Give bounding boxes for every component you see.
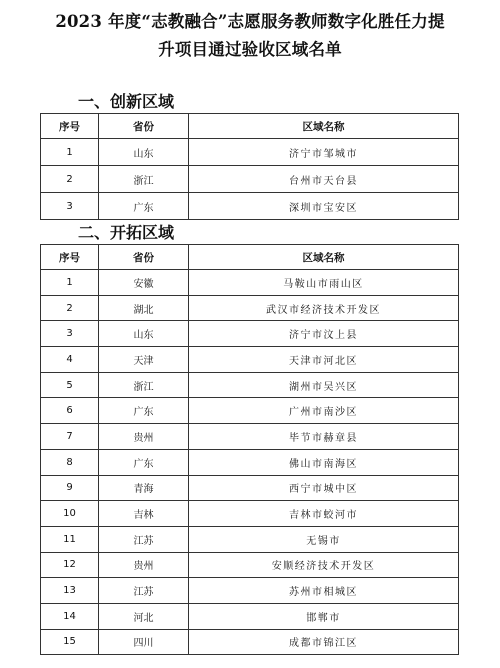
row-region: 天津市河北区 [189,347,459,373]
header-region: 区域名称 [189,245,459,270]
row-number: 3 [41,193,99,220]
row-number: 13 [41,578,99,604]
row-province: 山东 [99,139,189,166]
row-number: 10 [41,501,99,527]
table-row [41,629,459,655]
row-number: 1 [41,270,99,296]
table-header-row [41,114,459,139]
header-no: 序号 [41,245,99,270]
table-row [41,424,459,450]
row-province: 江苏 [99,526,189,552]
table-row [41,270,459,296]
row-region: 广州市南沙区 [189,398,459,424]
row-region: 武汉市经济技术开发区 [189,295,459,321]
table-row [41,372,459,398]
row-number: 3 [41,321,99,347]
row-number: 6 [41,398,99,424]
header-province: 省份 [99,245,189,270]
row-province: 天津 [99,347,189,373]
table-row [41,139,459,166]
table-row [41,398,459,424]
row-region: 吉林市蛟河市 [189,501,459,527]
row-province: 广东 [99,193,189,220]
table-row [41,603,459,629]
row-region: 邯郸市 [189,603,459,629]
row-region: 西宁市城中区 [189,475,459,501]
row-number: 5 [41,372,99,398]
table-row [41,578,459,604]
row-number: 12 [41,552,99,578]
row-province: 广东 [99,449,189,475]
table-row [41,475,459,501]
table-row [41,526,459,552]
row-province: 贵州 [99,552,189,578]
row-region: 深圳市宝安区 [189,193,459,220]
table-row [41,295,459,321]
row-region: 台州市天台县 [189,166,459,193]
header-region: 区域名称 [189,114,459,139]
row-number: 14 [41,603,99,629]
table-row [41,321,459,347]
row-region: 无锡市 [189,526,459,552]
document-title [18,8,482,64]
row-region: 济宁市邹城市 [189,139,459,166]
title-line-2: 升项目通过验收区域名单 [158,40,342,59]
row-region: 苏州市相城区 [189,578,459,604]
row-province: 吉林 [99,501,189,527]
row-number: 1 [41,139,99,166]
row-region: 马鞍山市雨山区 [189,270,459,296]
row-number: 2 [41,295,99,321]
table-row [41,552,459,578]
row-province: 浙江 [99,166,189,193]
title-line-1: 2023 年度“志教融合”志愿服务教师数字化胜任力提 [55,12,445,31]
row-number: 4 [41,347,99,373]
row-number: 8 [41,449,99,475]
row-region: 湖州市吴兴区 [189,372,459,398]
section-innovation-heading: 一、创新区域 [78,92,175,111]
header-no: 序号 [41,114,99,139]
row-province: 山东 [99,321,189,347]
header-province: 省份 [99,114,189,139]
row-region: 成都市锦江区 [189,629,459,655]
table-row [41,449,459,475]
row-province: 四川 [99,629,189,655]
row-province: 河北 [99,603,189,629]
row-number: 2 [41,166,99,193]
table-row [41,501,459,527]
table-row [41,166,459,193]
innovation-table-body [41,139,459,220]
row-number: 15 [41,629,99,655]
row-region: 毕节市赫章县 [189,424,459,450]
row-number: 9 [41,475,99,501]
pioneering-table-body [41,270,459,655]
section-pioneering-heading: 二、开拓区域 [78,223,175,242]
row-province: 湖北 [99,295,189,321]
row-province: 安徽 [99,270,189,296]
row-region: 济宁市汶上县 [189,321,459,347]
row-province: 广东 [99,398,189,424]
row-province: 浙江 [99,372,189,398]
table-row [41,347,459,373]
row-region: 佛山市南海区 [189,449,459,475]
innovation-regions-table [40,113,459,220]
table-row [41,193,459,220]
row-province: 江苏 [99,578,189,604]
row-number: 7 [41,424,99,450]
row-province: 贵州 [99,424,189,450]
pioneering-regions-table [40,244,459,655]
row-region: 安顺经济技术开发区 [189,552,459,578]
table-header-row [41,245,459,270]
row-number: 11 [41,526,99,552]
row-province: 青海 [99,475,189,501]
